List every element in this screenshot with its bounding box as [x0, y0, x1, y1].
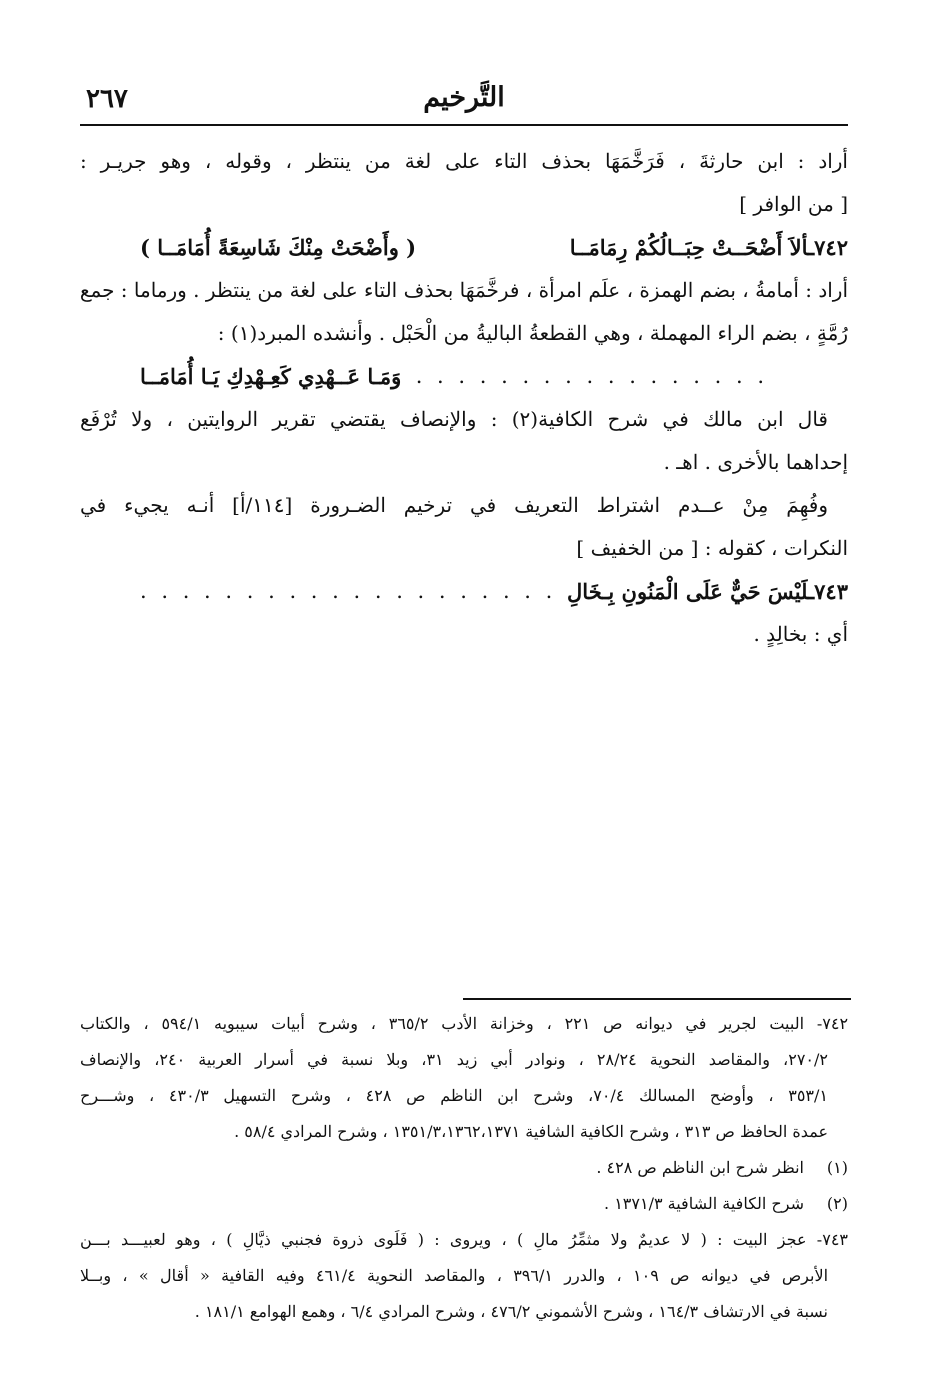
footnote-line: الأبرص في ديوانه ص ١٠٩ ، والدرر ٣٩٦/١ ، والمقاصد النحوية ٤٦١/٤ وفيه القافية « أقال » ، وبــلا: [80, 1266, 829, 1285]
footnote-1: [80, 1150, 848, 1186]
verse-text: وَمَـا عَــهْدِي كَعِـهْدِكِ يَـا أُمَامَــا: [140, 364, 402, 389]
footnote-ref: (١): [826, 1158, 848, 1177]
verse-number: ٧٤٣ـ: [808, 579, 848, 604]
verse-743: [80, 570, 848, 613]
footnote-2: [80, 1186, 848, 1222]
verse-first-hemistich: [567, 570, 848, 613]
text-line: قال ابن مالك في شرح الكافية(٢) : والإنصاف يقتضي تقرير الروايتين ، ولا تُرْفَع: [80, 407, 828, 431]
main-text: [80, 140, 848, 656]
footnote-text: شرح الكافية الشافية ١٣٧١/٣ .: [604, 1194, 804, 1213]
footnote-text: انظر شرح ابن الناظم ص ٤٢٨ .: [596, 1158, 804, 1177]
footnote-line: ٧٤٢- البيت لجرير في ديوانه ص ٢٢١ ، وخزانة الأدب ٣٦٥/٢ ، وشرح أبيات سيبويه ٥٩٤/١ ، والكتاب: [80, 1014, 848, 1033]
page-header: [80, 82, 848, 126]
verse-742: [80, 226, 848, 269]
text-line: أي : بخالِدٍ .: [753, 622, 848, 646]
text-line: أراد : أمامةُ ، بضم الهمزة ، علَم امرأة ، فرخَّمَهَا بحذف التاء على لغة من ينتظر . ورماما : جمع: [80, 278, 848, 302]
text-line: وفُهِمَ مِنْ عــدم اشتراط التعريف في ترخيم الضـرورة [١١٤/أ] أنـه يجيء في: [80, 493, 829, 517]
meter-label: [ من الوافر ]: [739, 192, 848, 216]
chapter-title: التَّرخيم: [423, 82, 505, 113]
footnote-ref: (٢): [826, 1194, 848, 1213]
footnote-divider: [463, 998, 851, 1000]
page-number: ٢٦٧: [86, 84, 128, 114]
verse-text: لَيْسَ حَيٌّ عَلَى الْمَنُونِ بِـخَالِ: [567, 579, 808, 604]
text-line: النكرات ، كقوله : [ من الخفيف ]: [576, 536, 848, 560]
text-line: أراد : ابن حارثةَ ، فَرَخَّمَهَا بحذف التاء على لغة من ينتظر ، وقوله ، وهو جريـر :: [80, 149, 848, 173]
verse-first-hemistich: [570, 226, 848, 269]
footnote-line: نسبة في الارتشاف ١٦٤/٣ ، وشرح الأشموني ٤٧٦/٢ ، وشرح المرادي ٦/٤ ، وهمع الهوامع ١٨١/١ .: [194, 1302, 828, 1321]
ellipsis-dots: . . . . . . . . . . . . . . . . .: [415, 364, 768, 388]
quoted-verse: [80, 355, 848, 398]
footnote-line: ٧٤٣- عجز البيت : ( لا عديمٌ ولا مثمِّرُ مالِ ) ، ويروى : ( فَلَوى ذروة فجنبي ذيَّالِ ) ، وهو لعبيـــد بـــن: [80, 1230, 848, 1249]
ellipsis-dots: . . . . . . . . . . . . . . . . . . . .: [140, 579, 557, 603]
footnote-line: عمدة الحافظ ص ٣١٣ ، وشرح الكافية الشافية ١٣٥١/٣،١٣٦٢،١٣٧١ ، وشرح المرادي ٥٨/٤ .: [234, 1122, 828, 1141]
footnotes: [80, 1006, 848, 1330]
text-line: إحداهما بالأخرى . اهـ .: [663, 450, 848, 474]
verse-text: ألاَ أَضْحَــتْ حِبَــالُكُمْ رِمَامَــا: [569, 235, 808, 260]
footnote-line: ٢٧٠/٢، والمقاصد النحوية ٢٨/٢٤ ، ونوادر أبي زيد ٣١، وبلا نسبة في أسرار العربية ٢٤٠، والإنصاف: [80, 1050, 828, 1069]
text-line: رُمَّةٍ ، بضم الراء المهملة ، وهي القطعةُ الباليةُ من الْحَبْل . وأنشده المبرد(١) :: [217, 321, 848, 345]
footnote-line: ٣٥٣/١ ، وأوضح المسالك ٧٠/٤، وشرح ابن الناظم ص ٤٢٨ ، وشرح التسهيل ٤٣٠/٣ ، وشـــرح: [80, 1086, 828, 1105]
verse-number: ٧٤٢ـ: [808, 235, 848, 260]
verse-second-hemistich: ( وأَضْحَتْ مِنْكَ شَاسِعَةً أُمَامَــا ): [140, 235, 417, 260]
